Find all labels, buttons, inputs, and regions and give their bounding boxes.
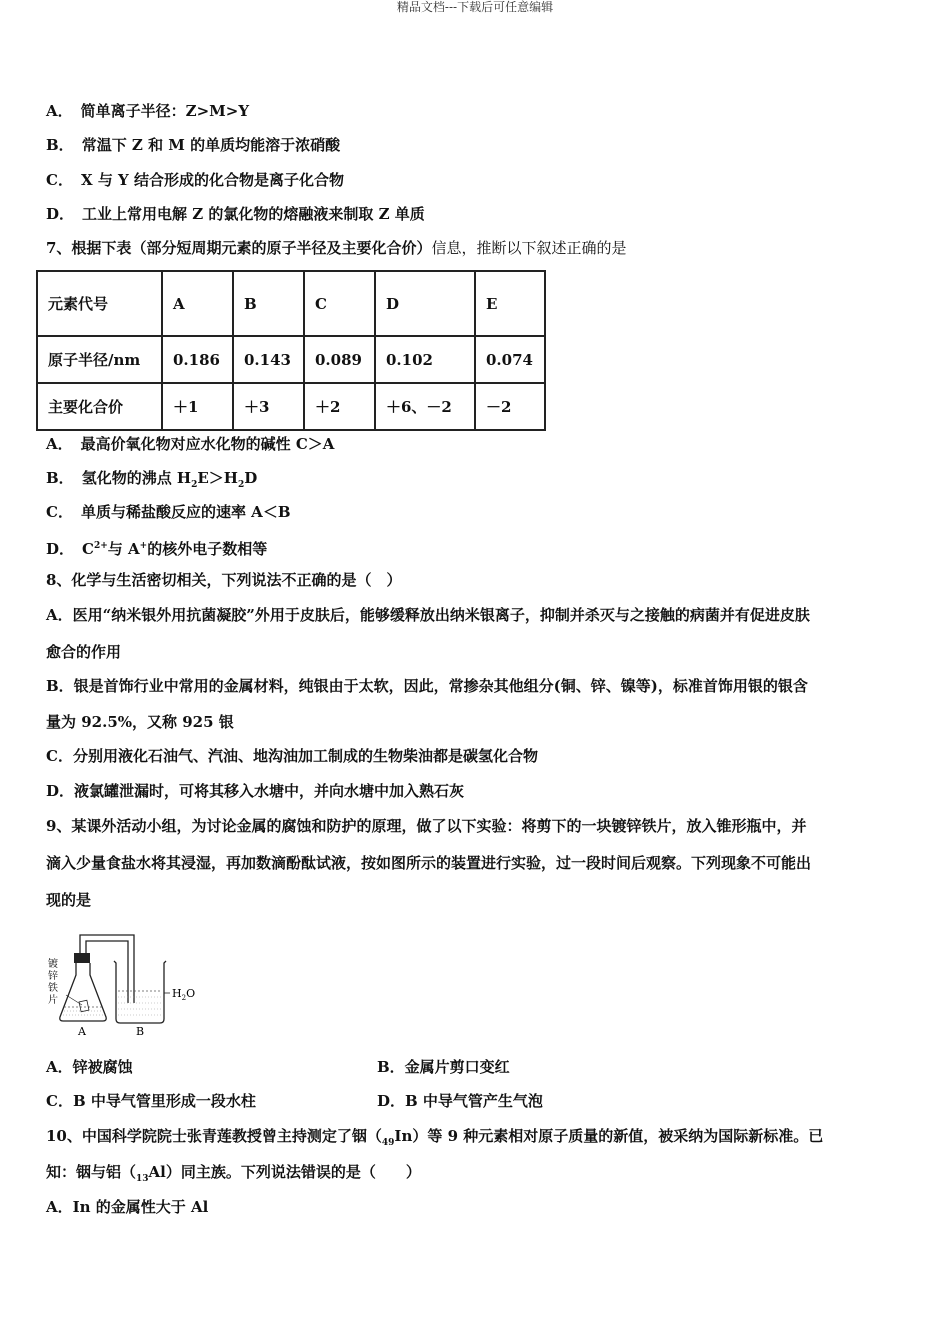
table-header-cell: B bbox=[233, 271, 304, 336]
table-cell: 0.074 bbox=[475, 336, 545, 383]
table-header-cell: D bbox=[375, 271, 475, 336]
table-cell: ＋6、－2 bbox=[375, 383, 475, 430]
figure-side-label: 镀 bbox=[48, 959, 58, 970]
q7-option-b: B． 氢化物的沸点 $H_2E>H_2D$ bbox=[46, 469, 258, 490]
apparatus-figure bbox=[44, 925, 204, 1040]
element-table bbox=[36, 270, 546, 431]
table-cell: －2 bbox=[475, 383, 545, 430]
table-cell: 0.186 bbox=[162, 336, 233, 383]
table-header-cell: A bbox=[162, 271, 233, 336]
table-cell: 0.102 bbox=[375, 336, 475, 383]
label-b: B bbox=[136, 1025, 145, 1038]
q8-option-b-line1: B．银是首饰行业中常用的金属材料，纯银由于太软，因此，常掺杂其他组分(铜、锌、镍等)，标准首饰用银的银含 bbox=[46, 677, 808, 695]
q10-stem-line2: 知：铟与铝$(_{13}Al)$同主族。下列说法错误的是（ ） bbox=[46, 1163, 421, 1184]
q7-stem: 7、根据下表（部分短周期元素的原子半径及主要化合价）信息，推断以下叙述正确的是 bbox=[46, 239, 627, 257]
q9-option-a: A．锌被腐蚀 bbox=[46, 1058, 133, 1076]
q6-option-d: D． 工业上常用电解 Z 的氯化物的熔融液来制取 Z 单质 bbox=[46, 205, 425, 223]
table-header-cell: C bbox=[304, 271, 375, 336]
q7-option-d: D． $C^{2+}$与 A+的核外电子数相等 bbox=[46, 540, 268, 558]
q6-option-a: A． 简单离子半径：Z>M>Y bbox=[46, 102, 250, 120]
table-cell: 0.089 bbox=[304, 336, 375, 383]
q8-stem: 8、化学与生活密切相关，下列说法不正确的是（ ） bbox=[46, 571, 402, 589]
q6-option-b: B． 常温下 Z 和 M 的单质均能溶于浓硝酸 bbox=[46, 136, 341, 154]
q10-option-a: A．In 的金属性大于 Al bbox=[46, 1198, 209, 1216]
page-header: 精品文档---下载后可任意编辑 bbox=[396, 0, 554, 14]
svg-text:片: 片 bbox=[48, 995, 58, 1006]
table-header-cell: E bbox=[475, 271, 545, 336]
table-cell: ＋1 bbox=[162, 383, 233, 430]
q9-option-b: B．金属片剪口变红 bbox=[377, 1058, 510, 1076]
label-a: A bbox=[78, 1025, 86, 1038]
q9-option-c: C．B 中导气管里形成一段水柱 bbox=[46, 1092, 256, 1110]
table-header-cell: 元素代号 bbox=[37, 271, 162, 336]
q8-option-d: D．液氯罐泄漏时，可将其移入水塘中，并向水塘中加入熟石灰 bbox=[46, 782, 465, 800]
q6-option-c: C． X 与 Y 结合形成的化合物是离子化合物 bbox=[46, 171, 344, 189]
q8-option-b-line2: 量为 92.5%，又称 925 银 bbox=[46, 713, 234, 731]
flask-a bbox=[60, 953, 106, 1021]
svg-text:锌: 锌 bbox=[48, 971, 58, 982]
svg-text:铁: 铁 bbox=[48, 983, 58, 994]
q9-option-d: D．B 中导气管产生气泡 bbox=[377, 1092, 543, 1110]
q8-option-a-line1: A．医用“纳米银外用抗菌凝胶”外用于皮肤后，能够缓释放出纳米银离子，抑制并杀灭与之接触的病菌并有促进皮肤 bbox=[46, 606, 810, 624]
table-cell: 0.143 bbox=[233, 336, 304, 383]
beaker-b bbox=[114, 961, 170, 1023]
table-row-label: 主要化合价 bbox=[37, 383, 162, 430]
table-cell: ＋3 bbox=[233, 383, 304, 430]
q8-option-c: C．分别用液化石油气、汽油、地沟油加工制成的生物柴油都是碳氢化合物 bbox=[46, 747, 538, 765]
q9-stem-line3: 现的是 bbox=[46, 891, 92, 909]
q7-option-c: C． 单质与稀盐酸反应的速率 A＜B bbox=[46, 503, 291, 521]
water-label: $H_2O$ bbox=[172, 987, 196, 1002]
q9-stem-line1: 9、某课外活动小组，为讨论金属的腐蚀和防护的原理，做了以下实验：将剪下的一块镀锌铁片，放入锥形瓶中，并 bbox=[46, 817, 807, 835]
q8-option-a-line2: 愈合的作用 bbox=[46, 643, 122, 661]
q7-option-a: A． 最高价氧化物对应水化物的碱性 C＞A bbox=[46, 435, 335, 453]
table-row-label: 原子半径/nm bbox=[37, 336, 162, 383]
q9-stem-line2: 滴入少量食盐水将其浸湿，再加数滴酚酞试液，按如图所示的装置进行实验，过一段时间后观察。下列现象不可能出 bbox=[46, 854, 812, 872]
table-cell: ＋2 bbox=[304, 383, 375, 430]
q10-stem-line1: 10、中国科学院院士张青莲教授曾主持测定了铟$(_{49}In)$等 9 种元素相对原子质量的新值，被采纳为国际新标准。已 bbox=[46, 1127, 824, 1148]
